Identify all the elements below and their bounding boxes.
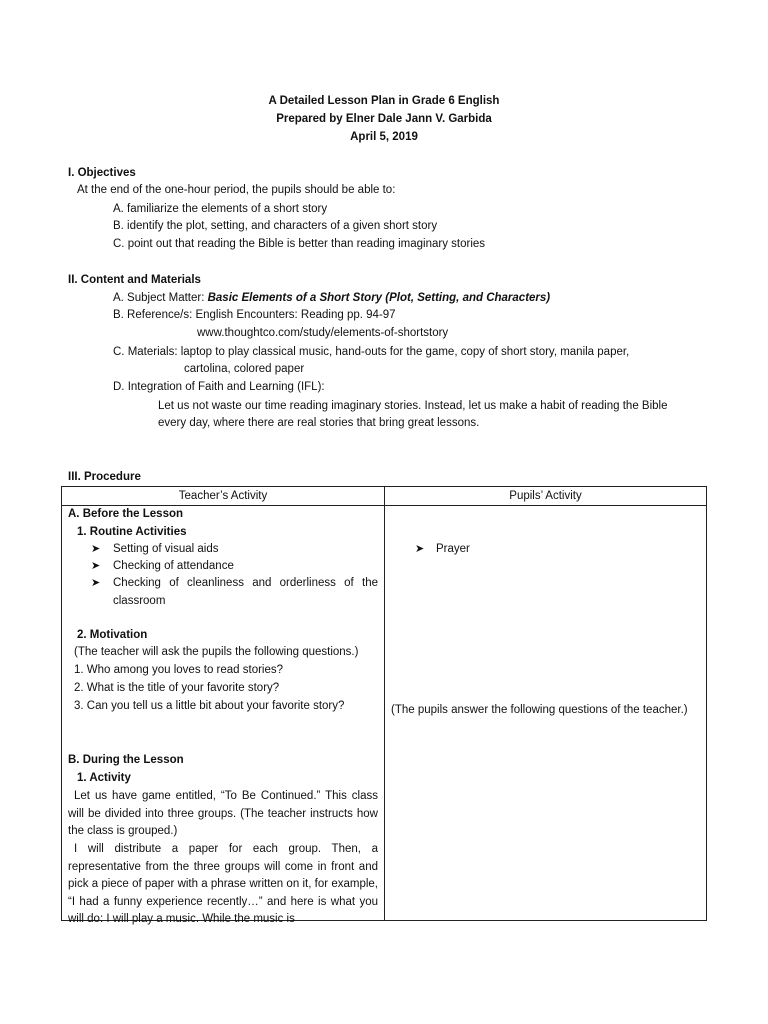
subject-matter [113,290,550,306]
before-lesson-heading: A. Before the Lesson [68,508,184,520]
ifl-text-cont: every day, where there are real stories that bring great lessons. [158,417,480,429]
activity-paragraph: Let us have game entitled, “To Be Continued.” This class will be divided into three groups. (The teacher instructs how the class is grouped.) [68,790,378,837]
column-header-pupils: Pupils’ Activity [509,490,582,502]
motivation-question: 1. Who among you loves to read stories? [74,664,284,676]
routine-item: Setting of visual aids [113,543,219,555]
activity-paragraph: I will distribute a paper for each group. Then, a representative from the three groups will come in front and pick a piece of paper with a phrase written on it, for example, “I had a funny experience recently…” and here is what you will do: I will play a music. While the music is [68,843,378,925]
arrow-bullet-icon: ➤ [415,543,425,555]
column-header-teacher: Teacher’s Activity [178,490,268,502]
document-title: A Detailed Lesson Plan in Grade 6 English [268,95,500,107]
objectives-heading: I. Objectives [68,167,136,179]
routine-item: Checking of cleanliness and orderliness of the classroom [113,577,378,607]
materials-line-cont: cartolina, colored paper [184,363,305,375]
reference-line: B. Reference/s: English Encounters: Reading pp. 94-97 [113,309,396,321]
subject-matter-label: A. Subject Matter: [113,292,208,304]
routine-heading: 1. Routine Activities [77,526,187,538]
procedure-heading: III. Procedure [68,471,141,483]
motivation-question: 2. What is the title of your favorite story? [74,682,280,694]
ifl-text: Let us not waste our time reading imaginary stories. Instead, let us make a habit of reading the Bible [158,400,668,412]
content-heading: II. Content and Materials [68,274,201,286]
ifl-heading: D. Integration of Faith and Learning (IFL): [113,381,325,393]
objective-item: B. identify the plot, setting, and characters of a given short story [113,220,438,232]
procedure-table [61,486,707,925]
arrow-bullet-icon: ➤ [91,560,101,572]
during-lesson-heading: B. During the Lesson [68,754,184,766]
activity-heading: 1. Activity [77,772,131,784]
arrow-bullet-icon: ➤ [91,577,101,589]
objectives-intro: At the end of the one-hour period, the pupils should be able to: [77,184,396,196]
pupil-answer: (The pupils answer the following questions of the teacher.) [391,704,688,716]
reference-url: www.thoughtco.com/study/elements-of-shortstory [197,327,449,339]
arrow-bullet-icon: ➤ [91,543,101,555]
routine-item: Checking of attendance [113,560,234,572]
document-date: April 5, 2019 [350,131,418,143]
materials-line: C. Materials: laptop to play classical music, hand-outs for the game, copy of short story, manila paper, [113,346,630,358]
objective-item: C. point out that reading the Bible is better than reading imaginary stories [113,238,486,250]
motivation-intro: (The teacher will ask the pupils the following questions.) [74,646,359,658]
table-column-divider [384,487,385,920]
motivation-heading: 2. Motivation [77,629,148,641]
objective-item: A. familiarize the elements of a short story [113,203,328,215]
pupil-prayer: Prayer [436,543,470,555]
subject-matter-value: Basic Elements of a Short Story (Plot, Setting, and Characters) [207,292,551,304]
prepared-by: Prepared by Elner Dale Jann V. Garbida [276,113,492,125]
motivation-question: 3. Can you tell us a little bit about your favorite story? [74,700,345,712]
